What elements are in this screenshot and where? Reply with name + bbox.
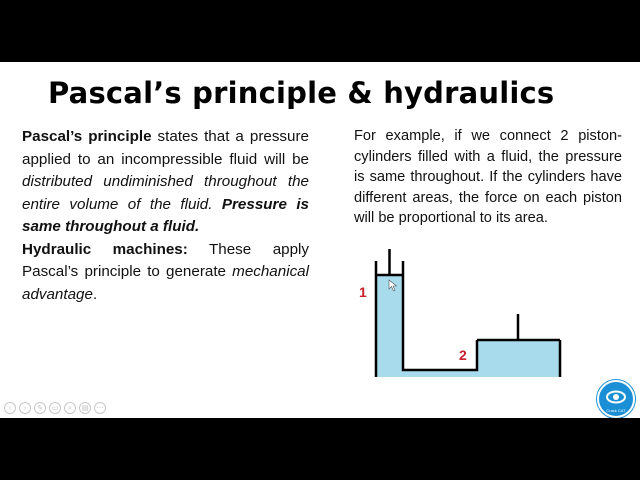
slides-icon[interactable]: ▭ xyxy=(49,402,61,414)
pascal-text-2: . xyxy=(208,195,222,213)
zoom-icon[interactable]: ⌕ xyxy=(64,402,76,414)
pascal-emphasis: distributed undiminished throughout the entire volume of the fluid xyxy=(22,173,309,213)
left-column xyxy=(22,126,309,306)
next-icon[interactable]: › xyxy=(19,402,31,414)
subtitles-icon[interactable]: ▤ xyxy=(79,402,91,414)
pen-icon[interactable]: ✎ xyxy=(34,402,46,414)
hydraulic-diagram xyxy=(355,247,575,377)
hydraulic-emphasis: mechanical advantage xyxy=(22,263,309,303)
pascal-principle-term: Pascal’s principle xyxy=(22,128,152,145)
slide-title: Pascal’s principle & hydraulics xyxy=(48,76,555,110)
more-options-icon[interactable]: ⋯ xyxy=(94,402,106,414)
pascal-key-statement: Pressure is same throughout a fluid. xyxy=(22,195,309,235)
previous-icon[interactable]: ‹ xyxy=(4,402,16,414)
pascal-text-1: states that a pressure applied to an incompressible fluid will be xyxy=(22,128,309,168)
badge-text: Crack CAT xyxy=(606,408,626,413)
crack-cat-logo xyxy=(597,380,635,418)
pascal-principle-paragraph xyxy=(22,126,309,239)
hydraulic-machines-paragraph xyxy=(22,239,309,307)
piston-1-label: 1 xyxy=(359,284,367,300)
hydraulic-text-1: These apply Pascal’s principle to generate xyxy=(22,240,309,280)
hydraulic-machines-term: Hydraulic machines: xyxy=(22,240,188,258)
example-paragraph: For example, if we connect 2 piston-cylinders filled with a fluid, the pressure is same throughout. If the cylinders have different areas, the force on each piston will be proportional to its area. xyxy=(354,128,622,227)
piston-2-label: 2 xyxy=(459,347,467,363)
slide-controls xyxy=(4,402,106,414)
hydraulic-text-2: . xyxy=(92,285,98,303)
slide xyxy=(0,62,640,418)
